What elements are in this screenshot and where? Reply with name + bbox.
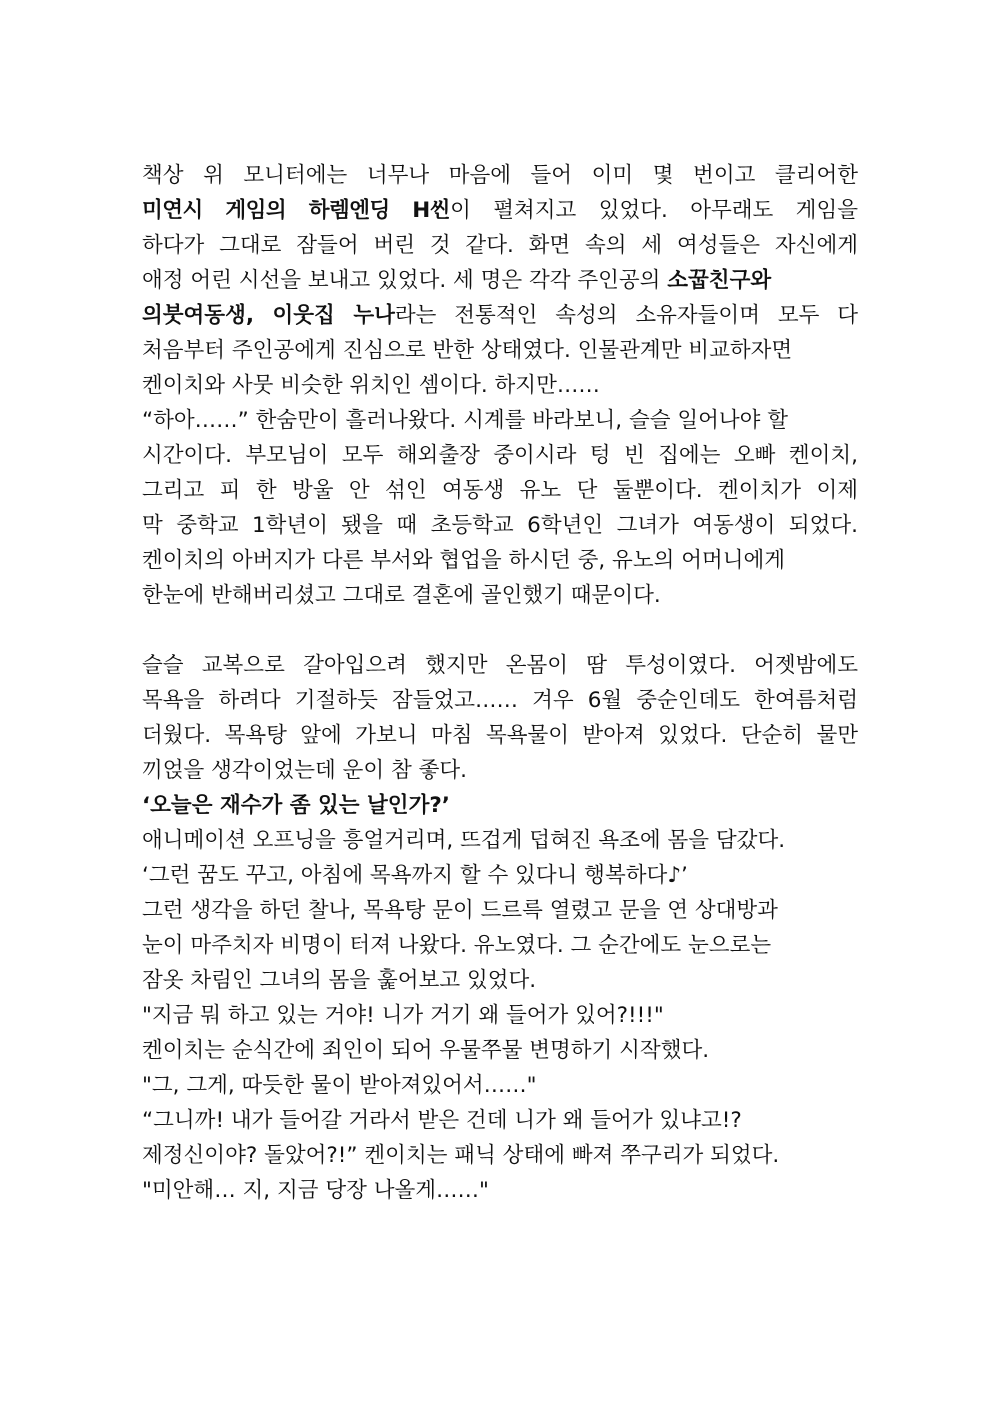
text-line: 켄이치의 아버지가 다른 부서와 협업을 하시던 중, 유노의 어머니에게	[142, 548, 786, 573]
text-line: 시간이다. 부모님이 모두 해외출장 중이시라 텅 빈 집에는 오빠 켄이치,	[142, 443, 858, 468]
text-line: 그리고 피 한 방울 안 섞인 여동생 유노 단 둘뿐이다. 켄이치가 이제	[142, 478, 858, 503]
text-line: ‘그런 꿈도 꾸고, 아침에 목욕까지 할 수 있다니 행복하다♪’	[142, 863, 688, 888]
text-line: "그, 그게, 따듯한 물이 받아져있어서……"	[142, 1073, 537, 1098]
text-line: "지금 뭐 하고 있는 거야! 니가 거기 왜 들어가 있어?!!!"	[142, 1003, 664, 1028]
paragraph-1	[142, 158, 858, 613]
paragraph-2	[142, 648, 858, 1208]
text-line	[142, 298, 858, 333]
text-line: 한눈에 반해버리셨고 그대로 결혼에 골인했기 때문이다.	[142, 583, 661, 608]
text-line	[142, 263, 858, 298]
text-line: 애니메이션 오프닝을 흥얼거리며, 뜨겁게 덥혀진 욕조에 몸을 담갔다.	[142, 828, 786, 853]
text-line: “그니까! 내가 들어갈 거라서 받은 건데 니가 왜 들어가 있냐고!?	[142, 1108, 742, 1133]
text-line: 막 중학교 1학년이 됐을 때 초등학교 6학년인 그녀가 여동생이 되었다.	[142, 513, 858, 538]
text-line: 하다가 그대로 잠들어 버린 것 같다. 화면 속의 세 여성들은 자신에게	[142, 233, 858, 258]
text-line: 더웠다. 목욕탕 앞에 가보니 마침 목욕물이 받아져 있었다. 단순히 물만	[142, 723, 858, 748]
text-line: 눈이 마주치자 비명이 터져 나왔다. 유노였다. 그 순간에도 눈으로는	[142, 933, 772, 958]
bold-phrase: 소꿉친구와	[667, 268, 772, 293]
document-page	[142, 158, 858, 1208]
bold-phrase: 미연시 게임의 하렘엔딩 H씬	[142, 198, 451, 223]
text-line: 슬슬 교복으로 갈아입으려 했지만 온몸이 땀 투성이였다. 어젯밤에도	[142, 653, 858, 678]
text-line: 끼얹을 생각이었는데 운이 참 좋다.	[142, 758, 467, 783]
text-span: 애정 어린 시선을 보내고 있었다. 세 명은 각각 주인공의	[142, 268, 668, 293]
text-line: 켄이치와 사뭇 비슷한 위치인 셈이다. 하지만……	[142, 373, 600, 398]
text-span: 이 펼쳐지고 있었다. 아무래도 게임을	[450, 198, 858, 223]
text-line: 책상 위 모니터에는 너무나 마음에 들어 이미 몇 번이고 클리어한	[142, 163, 858, 188]
paragraph-gap	[142, 613, 858, 648]
bold-line: ‘오늘은 재수가 좀 있는 날인가?’	[142, 793, 450, 818]
text-line: 목욕을 하려다 기절하듯 잠들었고…… 겨우 6월 중순인데도 한여름처럼	[142, 688, 858, 713]
text-line: 잠옷 차림인 그녀의 몸을 훑어보고 있었다.	[142, 968, 537, 993]
text-line: 제정신이야? 돌았어?!” 켄이치는 패닉 상태에 빠져 쭈구리가 되었다.	[142, 1143, 780, 1168]
text-line: 켄이치는 순식간에 죄인이 되어 우물쭈물 변명하기 시작했다.	[142, 1038, 710, 1063]
text-line: 처음부터 주인공에게 진심으로 반한 상태였다. 인물관계만 비교하자면	[142, 338, 793, 363]
text-span: 라는 전통적인 속성의 소유자들이며 모두 다	[394, 303, 858, 328]
text-line: 그런 생각을 하던 찰나, 목욕탕 문이 드르륵 열렸고 문을 연 상대방과	[142, 898, 778, 923]
bold-phrase: 의붓여동생, 이웃집 누나	[142, 303, 395, 328]
text-line	[142, 193, 858, 228]
text-line: “하아……” 한숨만이 흘러나왔다. 시계를 바라보니, 슬슬 일어나야 할	[142, 408, 789, 433]
text-line: "미안해… 지, 지금 당장 나올게……"	[142, 1178, 489, 1203]
